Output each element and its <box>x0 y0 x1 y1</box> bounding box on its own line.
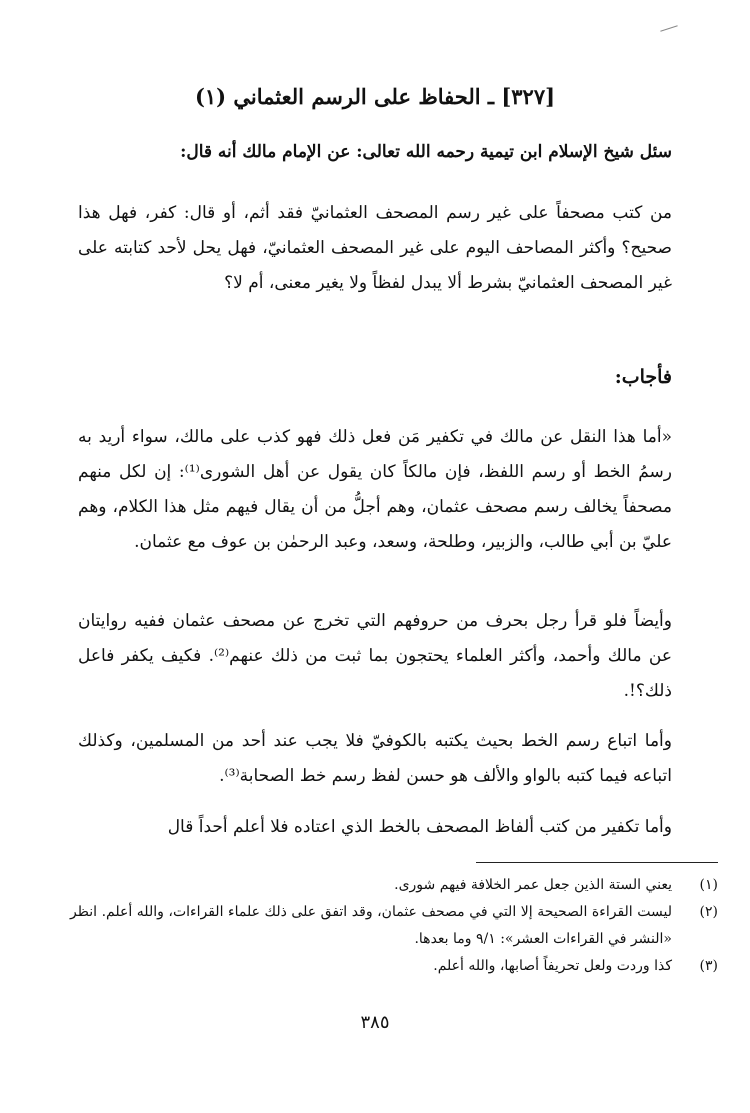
answer-paragraph: «أما هذا النقل عن مالك في تكفير مَن فعل ذلك فهو كذب على مالك، سواء أريد به رسمُ الخط أو رسم اللفظ، فإن مالكاً كان يقول عن أهل الشورى⁽¹⁾: إن لكل منهم مصحفاً يخالف رسم مصحف عثمان، وهم أجلُّ من أن يقال فيهم مثل هذا الكلام، وهم عليّ بن أبي طالب، والزبير، وطلحة، وسعد، وعبد الرحمٰن بن عوف مع عثمان. <box>78 427 672 552</box>
answer-paragraph: وأما اتباع رسم الخط بحيث يكتبه بالكوفيّ فلا يجب عند أحد من المسلمين، وكذلك اتباعه فيما كتبه بالواو والألف هو حسن لفظ رسم خط الصحابة⁽³⁾. <box>78 731 672 786</box>
footnote-number: (١) <box>699 877 718 893</box>
footnote <box>70 899 718 953</box>
footnote-text: يعني الستة الذين جعل عمر الخلافة فيهم شورى. <box>394 877 672 893</box>
footnote-text: كذا وردت ولعل تحريفاً أصابها، والله أعلم. <box>433 958 672 974</box>
footnote-separator <box>476 862 718 863</box>
page-number: ٣٨٥ <box>360 1012 390 1033</box>
answer-paragraph: وأيضاً فلو قرأ رجل بحرف من حروفهم التي تخرج عن مصحف عثمان ففيه روايتان عن مالك وأحمد، وأكثر العلماء يحتجون بما ثبت من ذلك عنهم⁽²⁾. فكيف يكفر فاعل ذلك؟!. <box>78 611 672 701</box>
question-intro: سئل شيخ الإسلام ابن تيمية رحمه الله تعالى: عن الإمام مالك أنه قال: <box>180 142 672 162</box>
answer-paragraph: وأما تكفير من كتب ألفاظ المصحف بالخط الذي اعتاده فلا أعلم أحداً قال <box>167 817 672 837</box>
scan-mark <box>660 25 677 32</box>
footnote-number: (٢) <box>699 904 718 920</box>
footnotes <box>70 872 718 980</box>
question-body: من كتب مصحفاً على غير رسم المصحف العثمانيّ فقد أثم، أو قال: كفر، فهل هذا صحيح؟ وأكثر المصاحف اليوم على غير المصحف العثمانيّ، فهل يحل لأحد كتابته على غير المصحف العثمانيّ بشرط ألا يبدل لفظاً ولا يغير معنى، أم لا؟ <box>78 203 672 293</box>
footnote-text: ليست القراءة الصحيحة إلا التي في مصحف عثمان، وقد اتفق على ذلك علماء القراءات، والله أعلم. انظر «النشر في القراءات العشر»: ٩/١ وما بعدها. <box>70 904 672 947</box>
page-title: [٣٢٧] ـ الحفاظ على الرسم العثماني (١) <box>194 84 556 109</box>
answer-heading: فأجاب: <box>614 366 672 388</box>
footnote <box>70 872 718 899</box>
footnote <box>70 953 718 980</box>
footnote-number: (٣) <box>699 958 718 974</box>
